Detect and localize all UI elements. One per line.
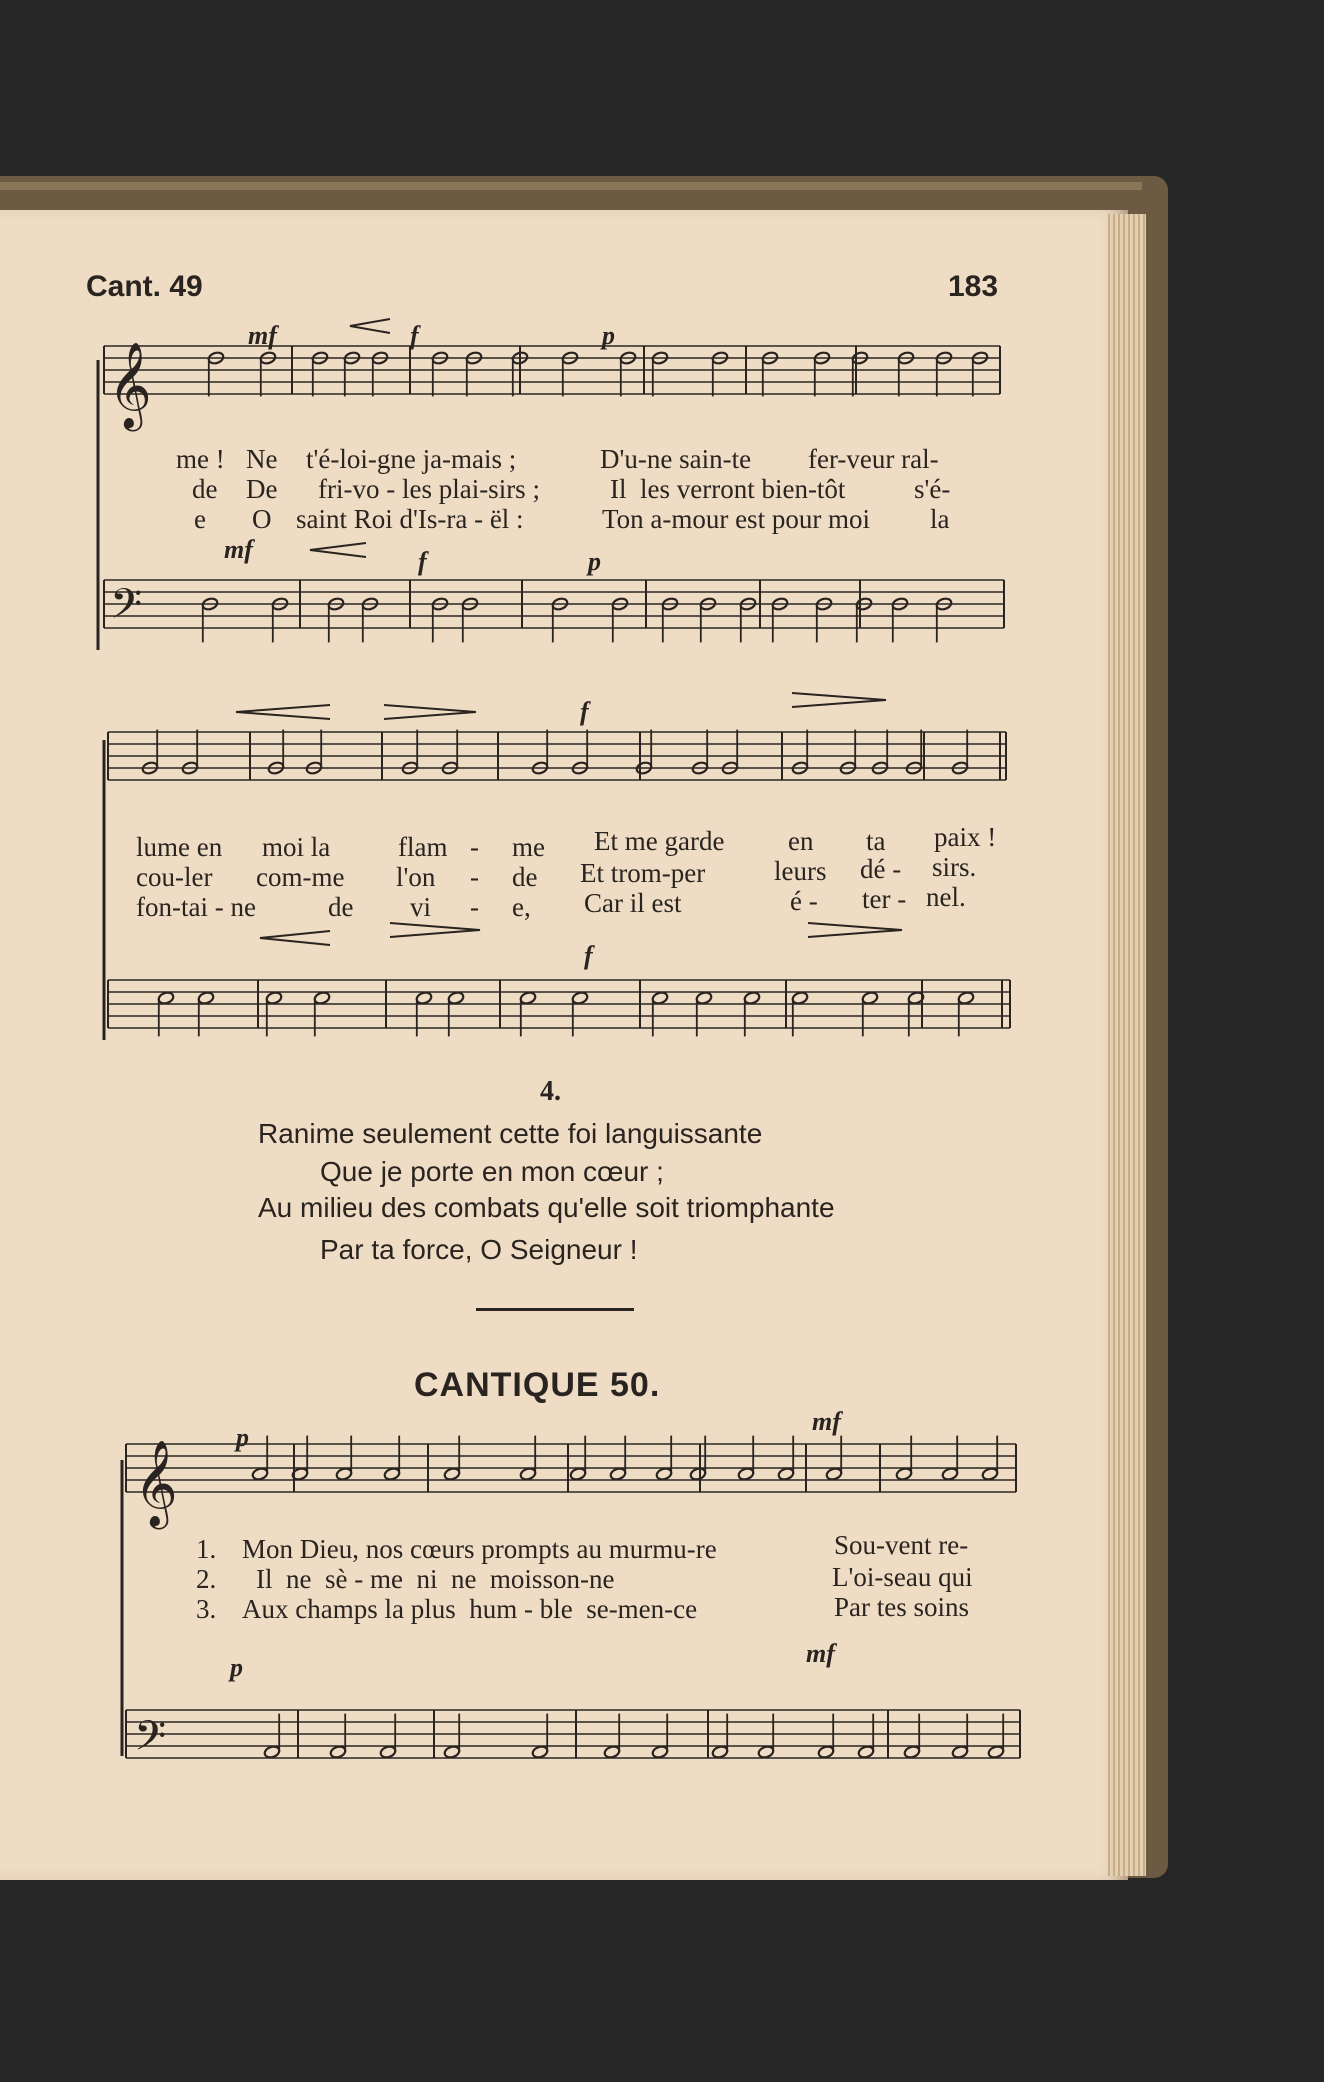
- lyric: Ton a-mour est pour moi: [602, 504, 871, 534]
- note-head: [609, 1467, 626, 1481]
- dynamic-mark: p: [230, 1653, 243, 1682]
- lyric: ter -: [862, 884, 907, 914]
- lyric: sirs.: [932, 852, 977, 882]
- hairpin: [310, 543, 366, 557]
- dynamic-mark: f: [410, 321, 419, 350]
- lyric: en: [788, 826, 814, 856]
- note-head: [379, 1745, 396, 1759]
- hairpin: [260, 931, 330, 945]
- lyric: la: [930, 504, 950, 534]
- dynamic-mark: mf: [224, 535, 253, 564]
- lyric: l'on: [396, 862, 436, 892]
- lyric: paix !: [934, 822, 997, 852]
- clef: 𝄞: [108, 342, 152, 428]
- lyric: saint Roi d'Is-ra - ël :: [296, 504, 524, 534]
- stanza-line: Ranime seulement cette foi languissante: [258, 1118, 763, 1149]
- note-head: [415, 991, 432, 1005]
- lyric: Car il est: [584, 888, 682, 918]
- lyric: -: [470, 892, 479, 922]
- note-head: [895, 1467, 912, 1481]
- note-head: [777, 1467, 794, 1481]
- cantique-title: CANTIQUE 50.: [414, 1366, 661, 1404]
- dynamic-mark: p: [236, 1423, 249, 1452]
- note-head: [695, 991, 712, 1005]
- lyric: nel.: [926, 882, 966, 912]
- lyric: leurs: [774, 856, 827, 886]
- note-head: [251, 1467, 268, 1481]
- clef: 𝄞: [134, 1440, 178, 1526]
- note-head: [447, 991, 464, 1005]
- note-head: [861, 991, 878, 1005]
- lyric: com-me: [256, 862, 345, 892]
- note-head: [197, 991, 214, 1005]
- note-head: [383, 1467, 400, 1481]
- lyric: é -: [790, 886, 818, 916]
- lyric: e,: [512, 892, 531, 922]
- dynamic-mark: p: [588, 547, 601, 576]
- hairpin: [792, 693, 886, 707]
- lyric: L'oi-seau qui: [832, 1562, 973, 1592]
- lyric: Et trom-per: [580, 858, 706, 888]
- clef: 𝄢: [110, 580, 143, 638]
- stanza-number: 4.: [540, 1076, 561, 1107]
- lyric: flam: [398, 832, 448, 862]
- dynamic-mark: mf: [806, 1639, 835, 1668]
- lyric: me !: [176, 444, 225, 474]
- note-head: [569, 1467, 586, 1481]
- lyric: Sou-vent re-: [834, 1530, 969, 1560]
- note-head: [689, 1467, 706, 1481]
- hairpin: [384, 705, 476, 719]
- lyric: Mon Dieu, nos cœurs prompts au murmu-re: [242, 1534, 717, 1564]
- verse-number: 3.: [196, 1594, 217, 1624]
- dynamic-mark: f: [584, 941, 593, 970]
- note-head: [651, 991, 668, 1005]
- note-head: [265, 991, 282, 1005]
- lyric: Et me garde: [594, 826, 725, 856]
- note-head: [443, 1745, 460, 1759]
- note-head: [655, 1467, 672, 1481]
- note-head: [651, 1745, 668, 1759]
- running-header-left: Cant. 49: [86, 270, 203, 303]
- lyric: Il ne sè - me ni ne moisson-ne: [256, 1564, 615, 1594]
- hairpin: [390, 923, 480, 937]
- lyric: lume en: [136, 832, 223, 862]
- note-head: [711, 1745, 728, 1759]
- note-head: [743, 991, 760, 1005]
- lyric: O: [252, 504, 272, 534]
- lyric: Il les verront bien-tôt: [610, 474, 846, 504]
- lyric: fer-veur ral-: [808, 444, 939, 474]
- lyric: ta: [866, 826, 886, 856]
- lyric: D'u-ne sain-te: [600, 444, 752, 474]
- lyric: Aux champs la plus hum - ble se-men-ce: [242, 1594, 698, 1624]
- lyric: Par tes soins: [834, 1592, 969, 1622]
- note-head: [857, 1745, 874, 1759]
- lyric: vi: [410, 892, 432, 922]
- note-head: [825, 1467, 842, 1481]
- note-head: [791, 991, 808, 1005]
- section-divider: [476, 1308, 634, 1311]
- note-head: [263, 1745, 280, 1759]
- note-head: [519, 1467, 536, 1481]
- note-head: [757, 1745, 774, 1759]
- dynamic-mark: f: [418, 547, 427, 576]
- lyric: Ne: [246, 444, 278, 474]
- lyric: cou-ler: [136, 862, 213, 892]
- lyric: -: [470, 832, 479, 862]
- note-head: [571, 991, 588, 1005]
- note-head: [313, 991, 330, 1005]
- lyric: dé -: [860, 854, 902, 884]
- lyric: s'é-: [914, 474, 951, 504]
- lyric: t'é-loi-gne ja-mais ;: [306, 444, 517, 474]
- note-head: [329, 1745, 346, 1759]
- stanza-line: Au milieu des combats qu'elle soit triomphante: [258, 1192, 835, 1223]
- dynamic-mark: p: [602, 321, 615, 350]
- lyric: De: [246, 474, 278, 504]
- lyric: me: [512, 832, 545, 862]
- stanza-line: Que je porte en mon cœur ;: [320, 1156, 664, 1187]
- lyric: e: [194, 504, 206, 534]
- note-head: [981, 1467, 998, 1481]
- lyric: fon-tai - ne: [136, 892, 256, 922]
- lyric: -: [470, 862, 479, 892]
- hairpin: [808, 923, 902, 937]
- note-head: [951, 1745, 968, 1759]
- hairpin: [350, 319, 390, 333]
- lyric: de: [192, 474, 218, 504]
- note-head: [335, 1467, 352, 1481]
- lyric: de: [512, 862, 538, 892]
- clef: 𝄢: [134, 1712, 167, 1770]
- note-head: [531, 1745, 548, 1759]
- note-head: [519, 991, 536, 1005]
- dynamic-mark: f: [580, 697, 589, 726]
- lyric: de: [328, 892, 354, 922]
- verse-number: 2.: [196, 1564, 217, 1594]
- note-head: [817, 1745, 834, 1759]
- stanza-line: Par ta force, O Seigneur !: [320, 1234, 638, 1265]
- verse-number: 1.: [196, 1534, 217, 1564]
- lyric: fri-vo - les plai-sirs ;: [318, 474, 540, 504]
- note-head: [941, 1467, 958, 1481]
- hairpin: [236, 705, 330, 719]
- note-head: [987, 1745, 1004, 1759]
- lyric: moi la: [262, 832, 331, 862]
- note-head: [443, 1467, 460, 1481]
- note-head: [903, 1745, 920, 1759]
- note-head: [603, 1745, 620, 1759]
- dynamic-mark: mf: [812, 1407, 841, 1436]
- note-head: [957, 991, 974, 1005]
- page-number: 183: [948, 270, 999, 303]
- note-head: [157, 991, 174, 1005]
- dynamic-mark: mf: [248, 321, 277, 350]
- note-head: [737, 1467, 754, 1481]
